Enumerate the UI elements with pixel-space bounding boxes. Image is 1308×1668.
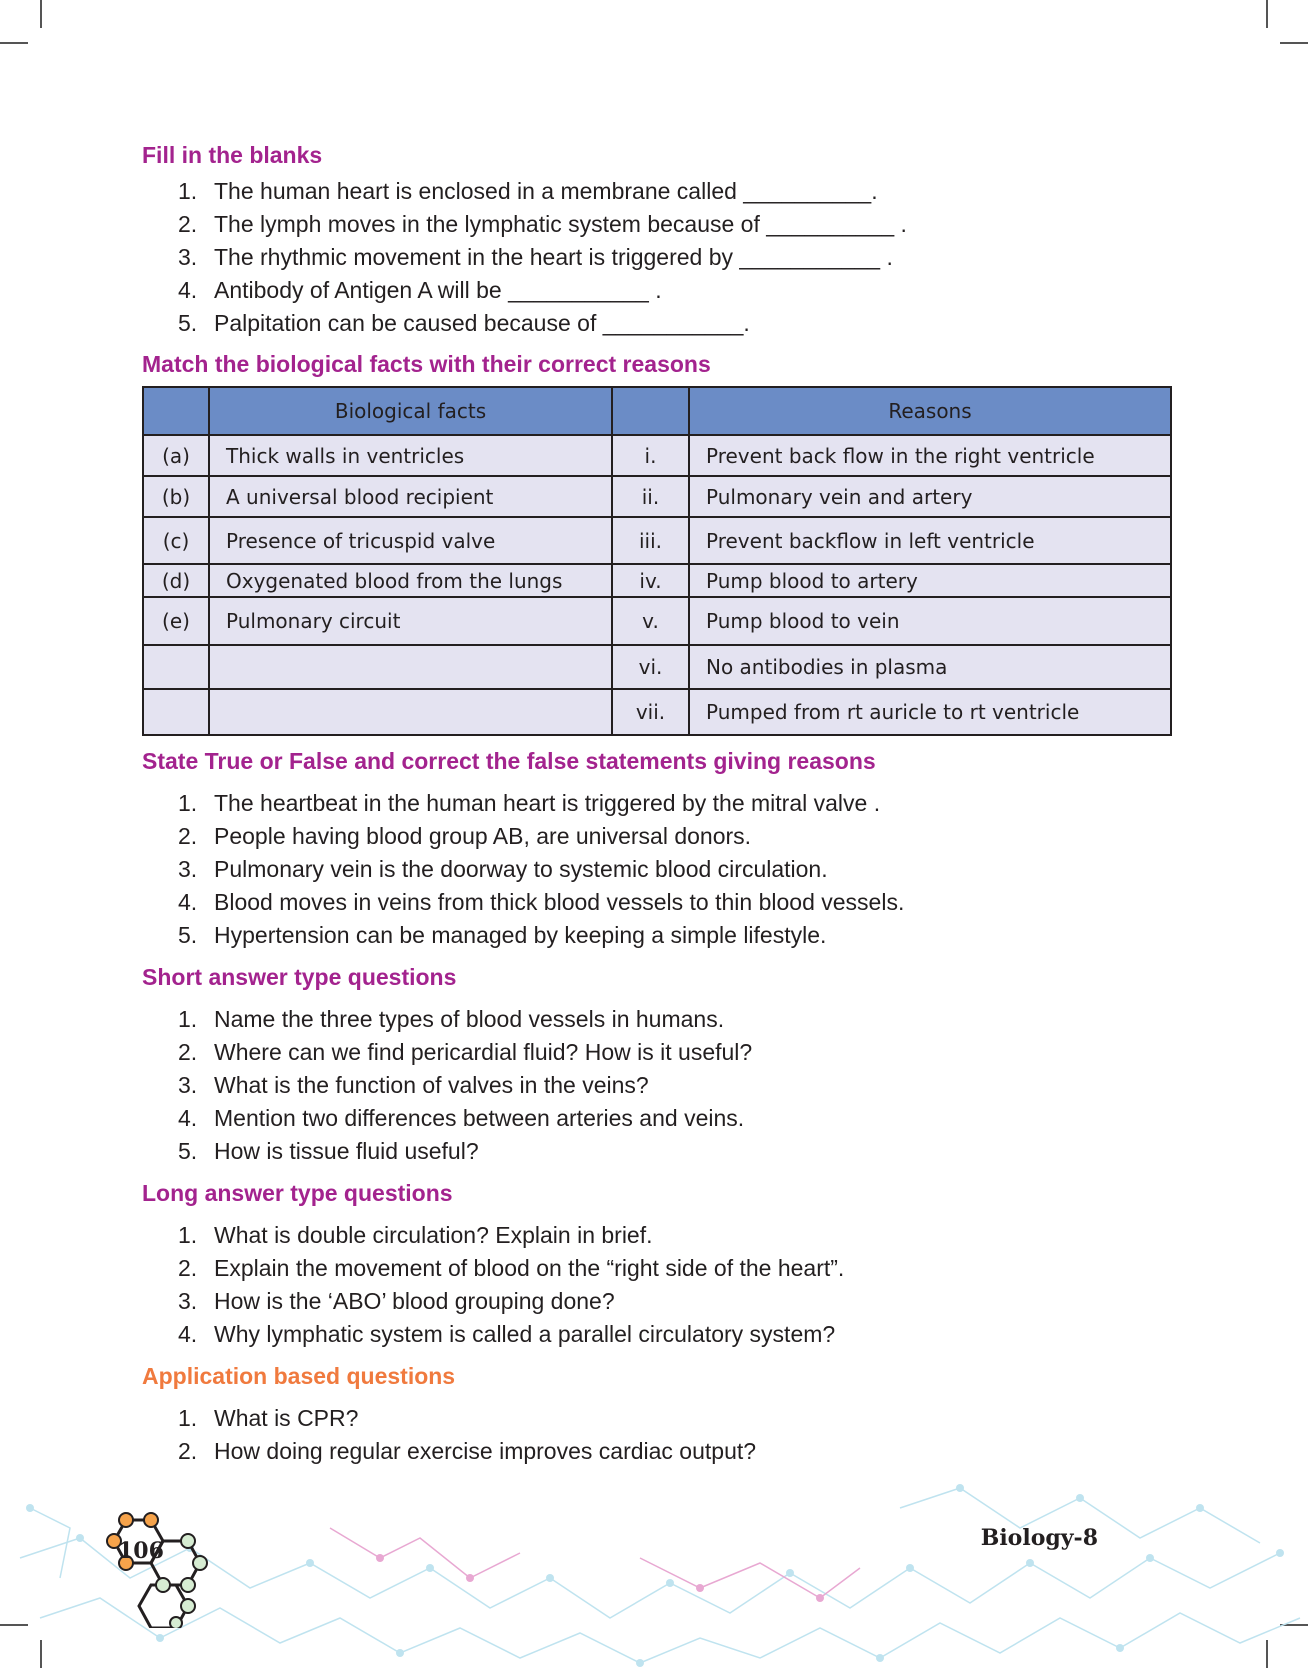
item-number: 3.: [178, 1288, 198, 1314]
list-item: [142, 1318, 844, 1351]
table-row: [143, 517, 1171, 564]
item-text: What is the function of valves in the veins?: [214, 1072, 649, 1098]
header-facts: Biological facts: [209, 387, 612, 435]
row-letter: [143, 645, 209, 689]
table-row: [143, 597, 1171, 645]
list-item: [142, 886, 904, 919]
item-text: People having blood group AB, are universal donors.: [214, 823, 752, 849]
list-item: [142, 1036, 752, 1069]
item-number: 2.: [178, 1438, 198, 1464]
item-text: How doing regular exercise improves cardiac output?: [214, 1438, 757, 1464]
book-title: Biology-8: [980, 1525, 1098, 1551]
table-row: [143, 645, 1171, 689]
list-item: [142, 1402, 756, 1435]
item-text: Name the three types of blood vessels in humans.: [214, 1006, 725, 1032]
question-list: [142, 787, 904, 952]
row-letter: (a): [143, 435, 209, 476]
application-section: [142, 1363, 756, 1468]
true-false-section: [142, 748, 904, 952]
item-text: How is the ‘ABO’ blood grouping done?: [214, 1288, 615, 1314]
hexagon-badge-icon: [96, 1508, 236, 1628]
item-number: 5.: [178, 310, 198, 336]
header-cell: [143, 387, 209, 435]
item-number: 4.: [178, 889, 198, 915]
item-text: Where can we find pericardial fluid? How is it useful?: [214, 1039, 753, 1065]
row-roman: iv.: [612, 564, 689, 597]
crop-mark: [1266, 0, 1268, 28]
fill-blanks-section: [142, 142, 907, 340]
row-letter: (b): [143, 476, 209, 517]
item-number: 1.: [178, 1222, 198, 1248]
list-item: [142, 307, 907, 340]
list-item: [142, 820, 904, 853]
list-item: [142, 853, 904, 886]
question-list: [142, 1219, 844, 1351]
list-item: [142, 1135, 752, 1168]
item-number: 4.: [178, 1321, 198, 1347]
header-cell: [612, 387, 689, 435]
question-list: [142, 1003, 752, 1168]
item-number: 4.: [178, 1105, 198, 1131]
row-reason: Pulmonary vein and artery: [689, 476, 1171, 517]
table-header-row: [143, 387, 1171, 435]
item-number: 2.: [178, 211, 198, 237]
crop-mark: [40, 0, 42, 28]
item-number: 2.: [178, 1255, 198, 1281]
item-text: The heartbeat in the human heart is triggered by the mitral valve .: [214, 790, 881, 816]
list-item: [142, 1069, 752, 1102]
item-text: The rhythmic movement in the heart is triggered by ___________ .: [214, 244, 893, 270]
list-item: [142, 787, 904, 820]
page-number: 106: [118, 1538, 164, 1564]
list-item: [142, 1102, 752, 1135]
row-letter: (e): [143, 597, 209, 645]
row-reason: Pump blood to artery: [689, 564, 1171, 597]
item-text: How is tissue fluid useful?: [214, 1138, 479, 1164]
item-number: 2.: [178, 1039, 198, 1065]
match-section: [142, 351, 711, 378]
item-text: The lymph moves in the lymphatic system because of __________ .: [214, 211, 907, 237]
row-reason: No antibodies in plasma: [689, 645, 1171, 689]
item-number: 3.: [178, 244, 198, 270]
match-table: [142, 386, 1172, 736]
item-number: 1.: [178, 1405, 198, 1431]
list-item: [142, 919, 904, 952]
section-heading: Fill in the blanks: [142, 142, 323, 168]
row-roman: iii.: [612, 517, 689, 564]
item-number: 4.: [178, 277, 198, 303]
row-reason: Pumped from rt auricle to rt ventricle: [689, 689, 1171, 735]
list-item: [142, 1003, 752, 1036]
row-letter: [143, 689, 209, 735]
item-number: 5.: [178, 1138, 198, 1164]
item-text: Antibody of Antigen A will be ___________ .: [214, 277, 662, 303]
row-fact: [209, 645, 612, 689]
table-row: [143, 435, 1171, 476]
row-letter: (d): [143, 564, 209, 597]
list-item: [142, 1252, 844, 1285]
section-heading: Short answer type questions: [142, 964, 457, 990]
row-roman: v.: [612, 597, 689, 645]
item-text: What is CPR?: [214, 1405, 359, 1431]
row-fact: A universal blood recipient: [209, 476, 612, 517]
question-list: [142, 1402, 756, 1468]
row-fact: Oxygenated blood from the lungs: [209, 564, 612, 597]
row-fact: Pulmonary circuit: [209, 597, 612, 645]
section-heading: Match the biological facts with their correct reasons: [142, 351, 711, 377]
section-heading: State True or False and correct the false statements giving reasons: [142, 748, 876, 774]
table-row: [143, 689, 1171, 735]
row-roman: vi.: [612, 645, 689, 689]
header-reasons: Reasons: [689, 387, 1171, 435]
list-item: [142, 241, 907, 274]
crop-mark: [0, 42, 28, 44]
item-text: Pulmonary vein is the doorway to systemic blood circulation.: [214, 856, 828, 882]
item-text: The human heart is enclosed in a membrane called __________.: [214, 178, 878, 204]
list-item: [142, 175, 907, 208]
row-roman: ii.: [612, 476, 689, 517]
row-reason: Pump blood to vein: [689, 597, 1171, 645]
long-answer-section: [142, 1180, 844, 1351]
list-item: [142, 208, 907, 241]
list-item: [142, 274, 907, 307]
row-roman: i.: [612, 435, 689, 476]
item-text: Mention two differences between arteries and veins.: [214, 1105, 745, 1131]
item-number: 3.: [178, 856, 198, 882]
item-text: Blood moves in veins from thick blood vessels to thin blood vessels.: [214, 889, 905, 915]
crop-mark: [1280, 42, 1308, 44]
short-answer-section: [142, 964, 752, 1168]
row-roman: vii.: [612, 689, 689, 735]
table-row: [143, 476, 1171, 517]
row-fact: Presence of tricuspid valve: [209, 517, 612, 564]
item-text: Hypertension can be managed by keeping a simple lifestyle.: [214, 922, 827, 948]
question-list: [142, 175, 907, 340]
list-item: [142, 1285, 844, 1318]
item-number: 2.: [178, 823, 198, 849]
table-row: [143, 564, 1171, 597]
row-fact: [209, 689, 612, 735]
item-text: Explain the movement of blood on the “right side of the heart”.: [214, 1255, 845, 1281]
row-fact: Thick walls in ventricles: [209, 435, 612, 476]
row-reason: Prevent back flow in the right ventricle: [689, 435, 1171, 476]
item-number: 1.: [178, 1006, 198, 1032]
list-item: [142, 1435, 756, 1468]
item-text: Why lymphatic system is called a parallel circulatory system?: [214, 1321, 836, 1347]
row-letter: (c): [143, 517, 209, 564]
list-item: [142, 1219, 844, 1252]
item-number: 3.: [178, 1072, 198, 1098]
item-number: 1.: [178, 790, 198, 816]
row-reason: Prevent backflow in left ventricle: [689, 517, 1171, 564]
item-text: Palpitation can be caused because of ___________.: [214, 310, 750, 336]
item-text: What is double circulation? Explain in brief.: [214, 1222, 653, 1248]
item-number: 5.: [178, 922, 198, 948]
section-heading: Application based questions: [142, 1363, 456, 1389]
item-number: 1.: [178, 178, 198, 204]
section-heading: Long answer type questions: [142, 1180, 453, 1206]
